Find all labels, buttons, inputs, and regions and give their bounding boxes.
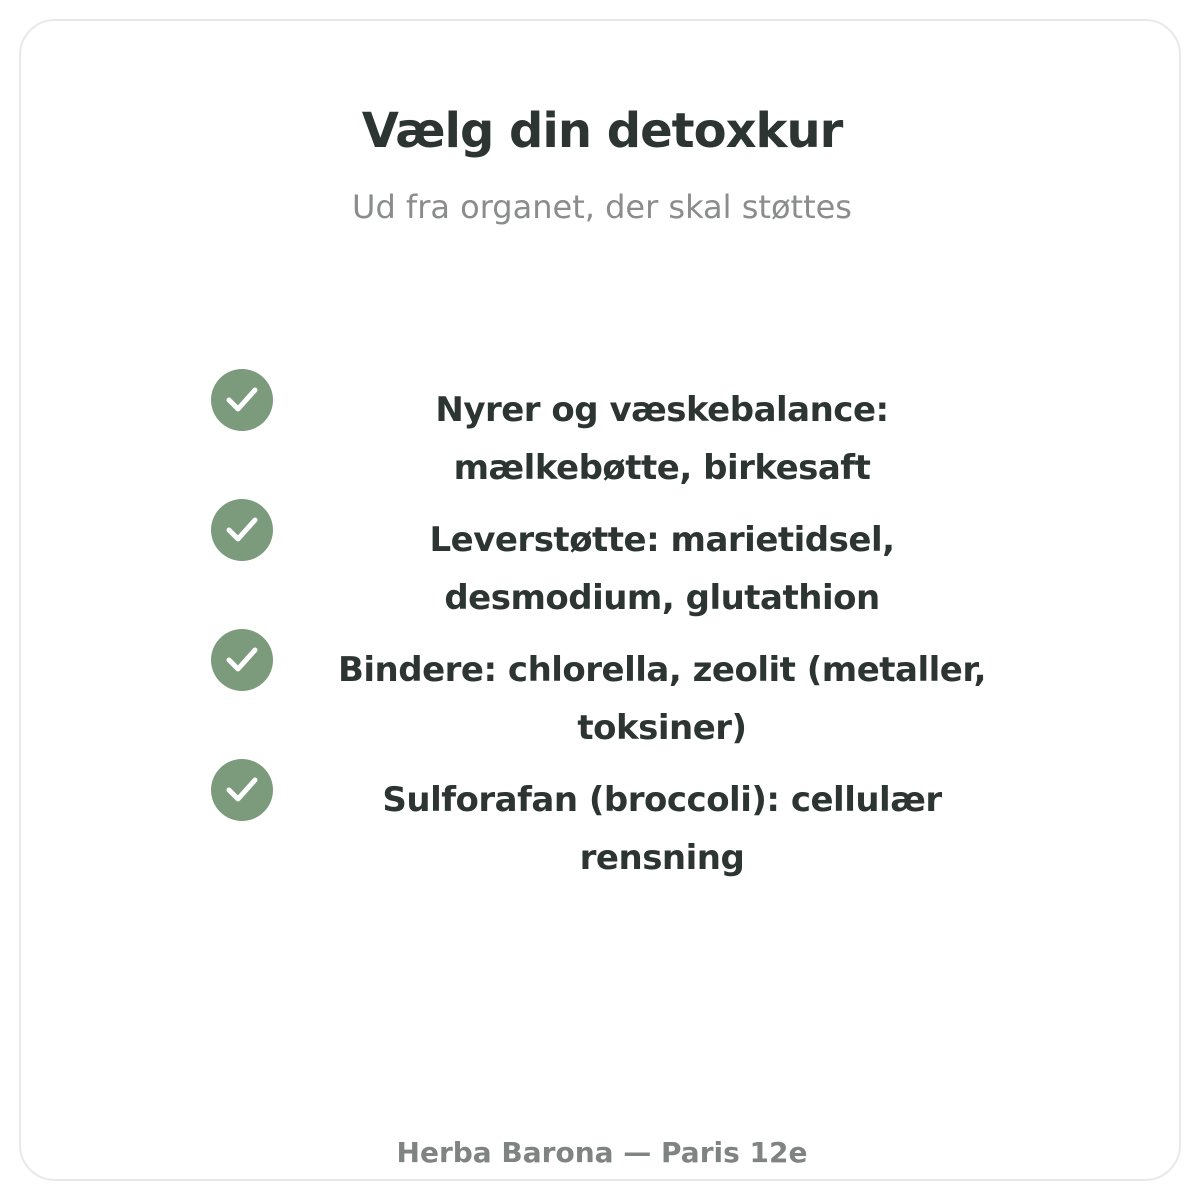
checkmark-icon — [211, 499, 273, 561]
list-item-label: Leverstøtte: marietidsel, desmodium, glutathion — [429, 520, 895, 618]
page-title: Vælg din detoxkur — [361, 103, 843, 159]
checkmark-icon — [211, 759, 273, 821]
page-subtitle: Ud fra organet, der skal støttes — [352, 188, 852, 226]
list-item-label: Bindere: chlorella, zeolit (metaller, toksiner) — [337, 650, 987, 748]
footer-brand: Herba Barona — Paris 12e — [396, 1136, 808, 1169]
list-item-label: Sulforafan (broccoli): cellulær rensning — [382, 780, 942, 878]
checkmark-icon — [211, 629, 273, 691]
checkmark-icon — [211, 369, 273, 431]
card — [19, 19, 1181, 1181]
list-item-label: Nyrer og væskebalance: mælkebøtte, birkesaft — [435, 390, 889, 488]
